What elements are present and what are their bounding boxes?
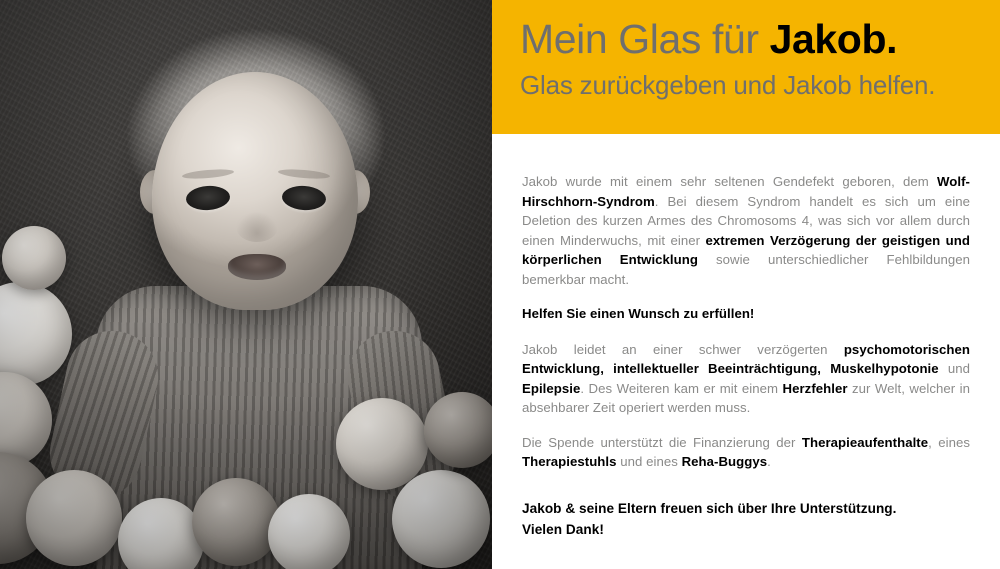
term-epilepsie: Epilepsie (522, 380, 581, 396)
closing-thanks (522, 498, 970, 540)
paragraph-donation-use (522, 433, 970, 472)
p3-part-a: Jakob leidet an einer schwer verzögerten (522, 341, 844, 357)
paragraph-symptoms (522, 340, 970, 418)
p1-part-c: . Bei diesem Syndrom handelt es sich um eine Deletion des kurzen Armes des Chromosoms 4, was sich vor allem durch einen Minderwuchs, mit einer (522, 193, 970, 248)
term-therapieaufenthalte: Therapieaufenthalte (801, 434, 929, 450)
photo-vignette (0, 0, 492, 569)
headline-prefix: Mein Glas für (520, 16, 770, 62)
p4-part-e: und eines (616, 454, 682, 469)
term-psychomotorik: psychomotorischen Entwicklung, intellektueller Beeinträchtigung, Muskelhypotonie (522, 341, 970, 376)
term-reha-buggy: Reha-Buggys (681, 454, 768, 469)
p4-part-g: . (767, 454, 771, 469)
paragraph-diagnosis (522, 172, 970, 289)
p4-part-c: , eines (928, 434, 970, 450)
term-herzfehler: Herzfehler (782, 380, 848, 396)
p3-part-g: zur Welt, welcher in absehbarer Zeit operiert werden muss. (522, 380, 970, 415)
page-title (520, 14, 972, 64)
headline-name: Jakob. (769, 16, 898, 62)
term-entwicklungsverzoegerung: extremen Verzögerung der geistigen und körperlichen Entwicklung (522, 232, 970, 267)
term-wolf-hirschhorn: Wolf-Hirschhorn-Syndrom (522, 174, 970, 209)
paragraph-call-to-action: Helfen Sie einen Wunsch zu erfüllen! (522, 306, 755, 321)
term-therapiestuhl: Therapiestuhls (522, 454, 617, 469)
p4-part-a: Die Spende unterstützt die Finanzierung der (522, 434, 802, 450)
p3-part-c: und (938, 361, 970, 376)
p1-part-e: sowie unterschiedlicher Fehlbildungen bemerkbar macht. (522, 252, 970, 287)
page-subtitle: Glas zurückgeben und Jakob helfen. (520, 70, 936, 100)
body-copy (492, 134, 1000, 540)
header-band (492, 0, 1000, 134)
p1-part-a: Jakob wurde mit einem sehr seltenen Gendefekt geboren, dem (522, 174, 938, 189)
closing-line-1: Jakob & seine Eltern freuen sich über Ihre Unterstützung. (522, 500, 897, 516)
content-panel (492, 0, 1000, 569)
baby-photo (0, 0, 492, 569)
p3-part-e: . Des Weiteren kam er mit einem (580, 380, 783, 396)
closing-line-2: Vielen Dank! (522, 521, 604, 537)
